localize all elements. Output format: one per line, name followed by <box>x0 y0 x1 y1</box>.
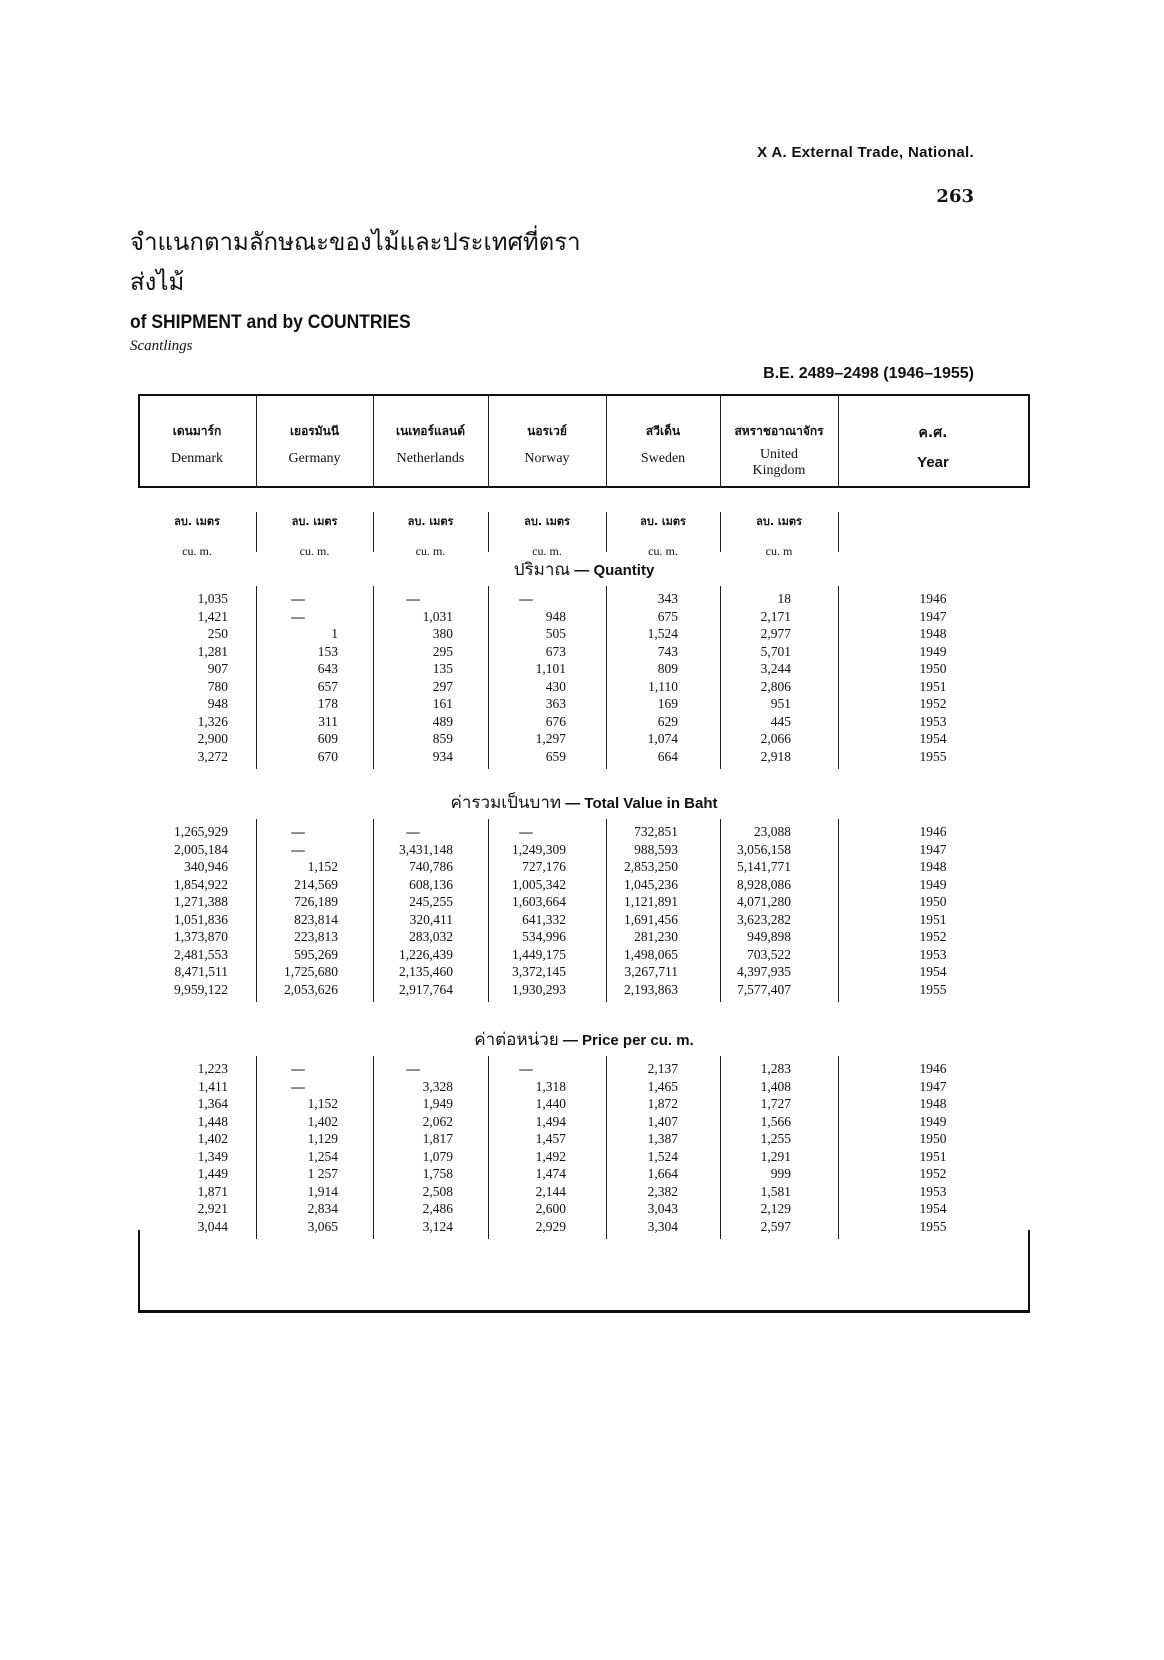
year-cell: 1955 <box>919 981 947 997</box>
table-cell: — <box>291 841 305 857</box>
header-thai: สวีเด็น <box>645 424 681 438</box>
subtitle: Scantlings <box>130 338 193 354</box>
year-cell: 1952 <box>919 1166 947 1181</box>
table-cell: 3,623,282 <box>737 911 791 927</box>
unit-english: cu. m. <box>182 544 212 558</box>
table-cell: 1,110 <box>648 678 678 694</box>
unit-cell <box>488 512 606 559</box>
unit-english: cu. m. <box>299 544 330 558</box>
table-cell: — <box>406 1061 420 1076</box>
table-cell: 1,930,293 <box>512 981 566 997</box>
unit-cell <box>138 512 256 559</box>
table-cell: 161 <box>432 696 453 711</box>
data-column <box>353 1060 453 1235</box>
year-cell: 1946 <box>919 591 947 606</box>
data-column <box>466 590 566 765</box>
table-cell: 949,898 <box>747 929 791 944</box>
year-cell: 1951 <box>919 1148 947 1164</box>
table-cell: 3,431,148 <box>399 841 453 857</box>
table-cell: 1,255 <box>760 1131 791 1146</box>
table-cell: 948 <box>207 696 228 711</box>
table-cell: — <box>291 1061 305 1076</box>
year-cell: 1953 <box>919 1183 947 1199</box>
table-cell: 3,304 <box>647 1218 678 1234</box>
table-cell: 1,603,664 <box>512 894 566 909</box>
statistics-table <box>138 394 1030 1314</box>
header-year <box>838 394 1028 486</box>
unit-cell <box>256 512 373 559</box>
table-cell: 2,853,250 <box>624 859 678 874</box>
table-cell: 1,421 <box>197 608 228 624</box>
table-cell: 1,440 <box>535 1096 566 1111</box>
year-cell: 1954 <box>919 1201 947 1216</box>
table-cell: 1,129 <box>307 1131 338 1146</box>
year-cell: 1951 <box>919 678 947 694</box>
table-cell: 1,152 <box>307 859 338 874</box>
year-cell: 1953 <box>919 713 947 729</box>
data-column <box>238 590 338 765</box>
table-cell: 1,318 <box>535 1078 566 1094</box>
table-cell: 7,577,407 <box>737 981 791 997</box>
table-cell: 1,281 <box>197 643 228 659</box>
table-cell: — <box>406 824 420 839</box>
table-cell: 999 <box>770 1166 791 1181</box>
table-cell: 1,758 <box>422 1166 453 1181</box>
table-cell: — <box>291 608 305 624</box>
table-cell: 9,959,122 <box>174 981 228 997</box>
table-left-border-lower <box>138 1230 140 1312</box>
year-cell: 1950 <box>919 1131 947 1146</box>
header-united-kingdom <box>720 394 838 486</box>
table-cell: 2,137 <box>647 1061 678 1076</box>
page-number: 263 <box>936 186 974 207</box>
table-cell: 1,872 <box>647 1096 678 1111</box>
table-cell: 1,727 <box>760 1096 791 1111</box>
section-title-thai: ค่าต่อหน่วย <box>474 1030 559 1050</box>
header-sweden <box>606 394 720 486</box>
table-cell: — <box>291 824 305 839</box>
table-cell: 214,569 <box>294 876 338 892</box>
year-cell: 1950 <box>919 661 947 676</box>
year-cell: 1947 <box>919 608 947 624</box>
year-cell: 1955 <box>919 1218 947 1234</box>
table-cell: 1,448 <box>197 1113 228 1129</box>
section-header: X A. External Trade, National. <box>757 144 974 161</box>
table-cell: 1,035 <box>197 591 228 606</box>
section-title-english: — Price per cu. m. <box>558 1032 694 1049</box>
data-column <box>466 1060 566 1235</box>
table-cell: 608,136 <box>409 876 453 892</box>
table-cell: 8,928,086 <box>737 876 791 892</box>
table-cell: 3,328 <box>422 1078 453 1094</box>
table-cell: 673 <box>545 643 566 659</box>
table-cell: 2,005,184 <box>174 841 228 857</box>
table-cell: — <box>519 591 533 606</box>
table-cell: 1,271,388 <box>174 894 228 909</box>
data-column <box>578 590 678 765</box>
year-cell: 1947 <box>919 841 947 857</box>
table-cell: 1,914 <box>307 1183 338 1199</box>
table-cell: 4,397,935 <box>737 964 791 979</box>
section-title <box>138 1026 1030 1053</box>
table-cell: 1,291 <box>760 1148 791 1164</box>
table-cell: 726,189 <box>294 894 338 909</box>
table-cell: 3,372,145 <box>512 964 566 979</box>
table-cell: 1,449 <box>197 1166 228 1181</box>
header-english-line2: Kingdom <box>752 463 806 478</box>
table-cell: 1,524 <box>647 1148 678 1164</box>
table-cell: 670 <box>317 748 338 764</box>
table-cell: 1,326 <box>197 713 228 729</box>
table-cell: 2,921 <box>197 1201 228 1216</box>
header-thai: นอรเวย์ <box>527 424 567 438</box>
table-cell: 3,124 <box>422 1218 453 1234</box>
table-cell: 3,065 <box>307 1218 338 1234</box>
table-cell: 1,402 <box>307 1113 338 1129</box>
table-cell: 2,806 <box>760 678 791 694</box>
table-cell: 430 <box>545 678 566 694</box>
table-cell: 2,918 <box>760 748 791 764</box>
unit-english: cu. m. <box>648 544 678 558</box>
data-column <box>353 823 453 998</box>
table-cell: 153 <box>317 643 338 659</box>
table-cell: 340,946 <box>184 859 228 874</box>
table-cell: 2,929 <box>535 1218 566 1234</box>
table-cell: 2,597 <box>760 1218 791 1234</box>
table-cell: 2,193,863 <box>624 981 678 997</box>
table-cell: 1 <box>331 626 338 641</box>
table-cell: 223,813 <box>294 929 338 944</box>
table-cell: 2,144 <box>535 1183 566 1199</box>
table-cell: 1,226,439 <box>399 946 453 962</box>
data-column <box>128 823 228 998</box>
table-cell: 3,044 <box>197 1218 228 1234</box>
table-cell: 703,522 <box>747 946 791 962</box>
table-cell: 5,701 <box>760 643 791 659</box>
unit-thai: ลบ. เมตร <box>174 515 220 528</box>
table-cell: 2,600 <box>535 1201 566 1216</box>
table-cell: 2,917,764 <box>399 981 453 997</box>
year-column <box>838 823 1028 998</box>
table-cell: 1,297 <box>535 731 566 746</box>
table-cell: 297 <box>432 678 453 694</box>
table-cell: 3,267,711 <box>624 964 678 979</box>
data-column <box>238 1060 338 1235</box>
table-cell: 3,043 <box>647 1201 678 1216</box>
table-cell: 809 <box>657 661 678 676</box>
year-cell: 1947 <box>919 1078 947 1094</box>
table-cell: 675 <box>657 608 678 624</box>
table-cell: — <box>406 591 420 606</box>
table-cell: — <box>291 1078 305 1094</box>
table-cell: 780 <box>207 678 228 694</box>
table-cell: — <box>291 591 305 606</box>
table-cell: 250 <box>207 626 228 641</box>
table-cell: 1,074 <box>647 731 678 746</box>
thai-title: จำแนกตามลักษณะของไม้และประเทศที่ตราส่งไม้ <box>130 228 581 296</box>
year-cell: 1951 <box>919 911 947 927</box>
year-cell: 1955 <box>919 748 947 764</box>
table-cell: 740,786 <box>409 859 453 874</box>
unit-cell <box>373 512 488 559</box>
header-english: Year <box>917 454 949 471</box>
section-title-thai: ค่ารวมเป็นบาท <box>450 793 562 813</box>
table-cell: 1,492 <box>535 1148 566 1164</box>
table-cell: 727,176 <box>522 859 566 874</box>
section-title-english: — Quantity <box>570 562 655 579</box>
year-cell: 1954 <box>919 964 947 979</box>
header-thai: เดนมาร์ก <box>172 424 222 438</box>
table-cell: 988,593 <box>634 841 678 857</box>
table-cell: 1,949 <box>422 1096 453 1111</box>
year-cell: 1949 <box>919 876 947 892</box>
table-cell: 1,079 <box>422 1148 453 1164</box>
year-cell: 1946 <box>919 824 947 839</box>
data-column <box>578 823 678 998</box>
table-cell: 1,121,891 <box>624 894 678 909</box>
data-column <box>466 823 566 998</box>
year-cell: 1949 <box>919 643 947 659</box>
table-cell: 1,725,680 <box>284 964 338 979</box>
table-cell: 3,244 <box>760 661 791 676</box>
unit-thai: ลบ. เมตร <box>407 515 454 528</box>
table-cell: 178 <box>317 696 338 711</box>
table-cell: 1,524 <box>647 626 678 641</box>
header-denmark <box>138 394 256 486</box>
table-cell: 657 <box>317 678 338 694</box>
table-cell: 380 <box>432 626 453 641</box>
section-title-thai: ปริมาณ <box>513 560 571 580</box>
data-column <box>238 823 338 998</box>
table-cell: 281,230 <box>634 929 678 944</box>
table-cell: 4,071,280 <box>737 894 791 909</box>
year-cell: 1954 <box>919 731 947 746</box>
table-cell: 1,465 <box>647 1078 678 1094</box>
table-cell: 1,373,870 <box>174 929 228 944</box>
table-cell: 1,407 <box>647 1113 678 1129</box>
table-cell: 2,900 <box>197 731 228 746</box>
table-right-border-lower <box>1028 1230 1030 1312</box>
data-column <box>353 590 453 765</box>
table-cell: 1,249,309 <box>512 841 566 857</box>
header-english: Germany <box>288 451 341 466</box>
header-english: Denmark <box>170 451 224 466</box>
unit-cell <box>606 512 720 559</box>
year-column <box>838 590 1028 765</box>
unit-thai: ลบ. เมตร <box>524 515 570 528</box>
table-cell: 1,387 <box>647 1131 678 1146</box>
table-cell: 2,171 <box>760 608 791 624</box>
table-cell: 505 <box>545 626 566 641</box>
section-title <box>138 556 1030 583</box>
data-column <box>128 590 228 765</box>
table-cell: 2,382 <box>647 1183 678 1199</box>
unit-english: cu. m <box>765 544 793 558</box>
table-cell: 1,498,065 <box>624 946 678 962</box>
data-column <box>691 823 791 998</box>
table-cell: 629 <box>657 713 678 729</box>
table-cell: 169 <box>657 696 678 711</box>
table-cell: 1,364 <box>197 1096 228 1111</box>
year-cell: 1952 <box>919 696 947 711</box>
section-title <box>138 789 1030 816</box>
table-cell: 1,474 <box>535 1166 566 1181</box>
table-cell: 295 <box>432 643 453 659</box>
table-cell: 2,129 <box>760 1201 791 1216</box>
table-cell: 1,045,236 <box>624 876 678 892</box>
table-cell: 1,581 <box>760 1183 791 1199</box>
table-cell: 2,062 <box>422 1113 453 1129</box>
table-cell: 859 <box>432 731 453 746</box>
table-cell: 1,408 <box>760 1078 791 1094</box>
english-title: of SHIPMENT and by COUNTRIES <box>130 312 411 333</box>
data-column <box>691 1060 791 1235</box>
table-cell: 1,005,342 <box>512 876 566 892</box>
header-norway <box>488 394 606 486</box>
table-cell: 445 <box>770 713 791 729</box>
table-cell: 1,223 <box>197 1061 228 1076</box>
table-cell: 2,977 <box>760 626 791 641</box>
table-cell: 1,449,175 <box>512 946 566 962</box>
header-english: Netherlands <box>396 451 465 466</box>
table-cell: 1,871 <box>197 1183 228 1199</box>
table-cell: 363 <box>545 696 566 711</box>
year-cell: 1946 <box>919 1061 947 1076</box>
table-cell: 135 <box>432 661 453 676</box>
table-cell: 2,834 <box>307 1201 338 1216</box>
unit-english: cu. m. <box>532 544 562 558</box>
header-bottom-rule <box>138 486 1030 488</box>
year-cell: 1948 <box>919 859 947 874</box>
data-column <box>578 1060 678 1235</box>
table-cell: 664 <box>657 748 678 764</box>
table-cell: 283,032 <box>409 929 453 944</box>
table-cell: 3,056,158 <box>737 841 791 857</box>
table-cell: 1,411 <box>198 1078 228 1094</box>
table-cell: 1,051,836 <box>174 911 228 927</box>
header-netherlands <box>373 394 488 486</box>
table-bottom-rule <box>138 1310 1030 1313</box>
table-cell: 595,269 <box>294 946 338 962</box>
table-cell: 1,566 <box>760 1113 791 1129</box>
table-cell: 1 257 <box>307 1166 338 1181</box>
table-cell: 320,411 <box>409 911 453 927</box>
table-cell: 732,851 <box>634 824 678 839</box>
table-cell: — <box>519 1061 533 1076</box>
table-cell: 2,066 <box>760 731 791 746</box>
table-cell: 8,471,511 <box>174 964 228 979</box>
table-cell: 23,088 <box>753 824 791 839</box>
table-cell: 2,135,460 <box>399 964 453 979</box>
unit-thai: ลบ. เมตร <box>640 515 686 528</box>
header-thai: เยอรมันนี <box>289 424 340 438</box>
table-cell: 2,508 <box>422 1183 453 1199</box>
year-cell: 1952 <box>919 929 947 944</box>
table-cell: 659 <box>545 748 566 764</box>
table-cell: 3,272 <box>197 748 228 764</box>
table-cell: 1,254 <box>307 1148 338 1164</box>
data-column <box>128 1060 228 1235</box>
table-cell: 489 <box>432 713 453 729</box>
table-cell: 1,402 <box>197 1131 228 1146</box>
header-germany <box>256 394 373 486</box>
table-cell: 1,265,929 <box>174 824 228 839</box>
table-cell: 5,141,771 <box>737 859 791 874</box>
section-title-english: — Total Value in Baht <box>561 795 718 812</box>
header-thai: สหราชอาณาจักร <box>734 424 824 438</box>
table-cell: 311 <box>318 713 338 729</box>
header-english: Sweden <box>640 451 686 466</box>
header-thai: ค.ศ. <box>918 425 948 441</box>
table-cell: 1,664 <box>647 1166 678 1181</box>
data-column <box>691 590 791 765</box>
col-sep <box>838 512 839 552</box>
table-cell: 609 <box>317 731 338 746</box>
table-cell: 343 <box>657 591 678 606</box>
year-cell: 1948 <box>919 626 947 641</box>
table-cell: 948 <box>545 608 566 624</box>
table-cell: 743 <box>657 643 678 659</box>
table-cell: 823,814 <box>294 911 338 927</box>
table-cell: 934 <box>432 748 453 764</box>
table-cell: 641,332 <box>522 911 566 927</box>
table-cell: 2,486 <box>422 1201 453 1216</box>
unit-cell <box>720 512 838 559</box>
table-cell: 1,152 <box>307 1096 338 1111</box>
year-column <box>838 1060 1028 1235</box>
table-cell: 534,996 <box>522 929 566 944</box>
unit-thai: ลบ. เมตร <box>291 515 338 528</box>
period-label: B.E. 2489–2498 (1946–1955) <box>763 365 974 382</box>
table-cell: 1,101 <box>535 661 566 676</box>
table-cell: 907 <box>207 661 228 676</box>
table-cell: 2,481,553 <box>174 946 228 962</box>
table-cell: 1,349 <box>197 1148 228 1164</box>
table-right-border <box>1028 394 1030 488</box>
table-cell: — <box>519 824 533 839</box>
table-cell: 1,854,922 <box>174 876 228 892</box>
table-cell: 1,817 <box>422 1131 453 1146</box>
table-cell: 951 <box>770 696 791 711</box>
year-cell: 1950 <box>919 894 947 909</box>
table-cell: 676 <box>545 713 566 729</box>
year-cell: 1949 <box>919 1113 947 1129</box>
table-cell: 643 <box>317 661 338 676</box>
table-cell: 2,053,626 <box>284 981 338 997</box>
unit-thai: ลบ. เมตร <box>756 515 802 528</box>
table-cell: 1,691,456 <box>624 911 678 927</box>
table-cell: 18 <box>777 591 791 606</box>
table-cell: 1,457 <box>535 1131 566 1146</box>
unit-english: cu. m. <box>415 544 446 558</box>
table-cell: 1,283 <box>760 1061 791 1076</box>
year-cell: 1953 <box>919 946 947 962</box>
header-english-line1: United <box>759 447 799 462</box>
year-cell: 1948 <box>919 1096 947 1111</box>
table-cell: 245,255 <box>409 894 453 909</box>
header-english: Norway <box>524 451 570 466</box>
table-cell: 1,494 <box>535 1113 566 1129</box>
table-cell: 1,031 <box>422 608 453 624</box>
header-thai: เนเทอร์แลนด์ <box>395 424 466 438</box>
